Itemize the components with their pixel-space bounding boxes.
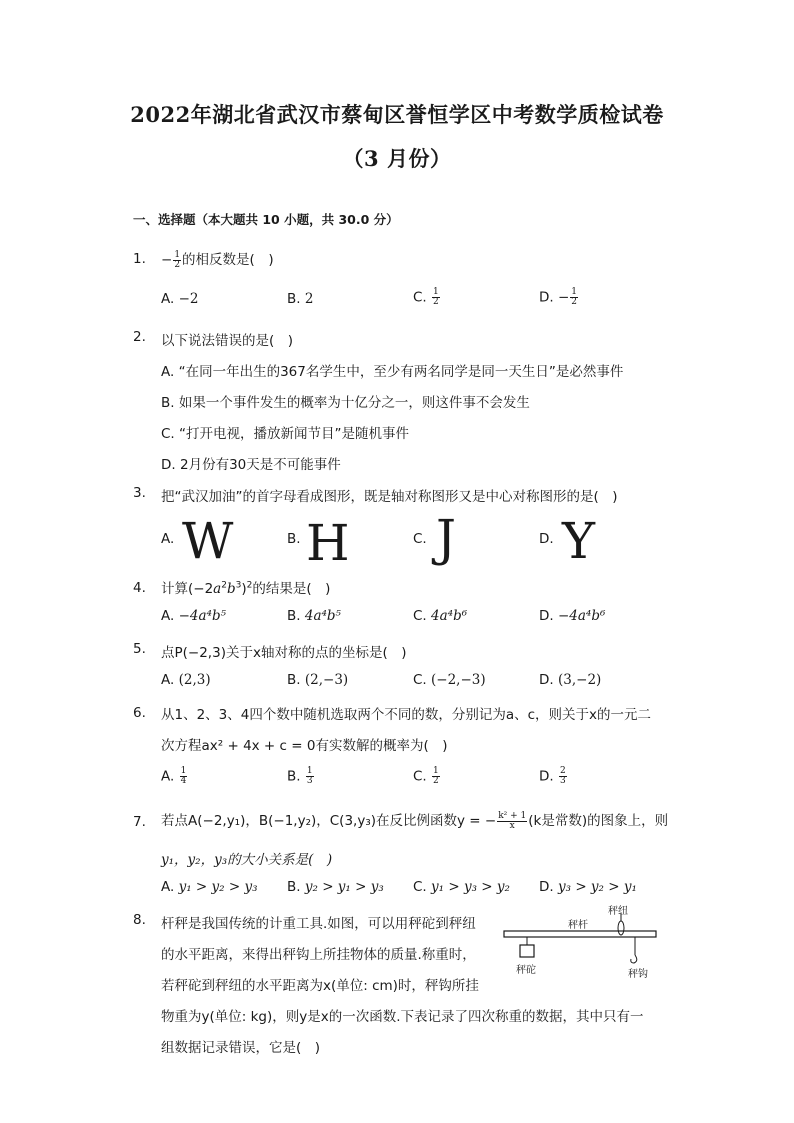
option-a[interactable]: A. <box>161 531 175 547</box>
label-gou: 秤钩 <box>628 969 648 980</box>
option-a[interactable]: A. (2,3) <box>161 672 211 688</box>
scale-beam <box>504 931 656 937</box>
question-number: 8. <box>133 912 146 928</box>
option-c[interactable]: C. y₁ > y₃ > y₂ <box>413 879 510 895</box>
option-c[interactable]: C. 4a⁴b⁶ <box>413 608 468 624</box>
option-a[interactable]: A. −2 <box>161 291 199 307</box>
label-gan: 秤杆 <box>568 920 588 931</box>
question-stem: 计算$(-2a^2b^3)^2$的结果是( ) <box>161 580 331 597</box>
question-stem-line1: 从1、2、3、4四个数中随机选取两个不同的数，分别记为a、c，则关于x的一元二 <box>161 707 652 723</box>
question-stem-line5: 组数据记录错误，它是( ) <box>161 1040 321 1056</box>
question-number: 6. <box>133 705 146 721</box>
question-stem-line2: 的水平距离，来得出秤钩上所挂物体的质量.称重时， <box>161 947 476 963</box>
option-c[interactable]: C. <box>413 531 427 547</box>
option-b[interactable]: B. 4a⁴b⁵ <box>287 608 341 624</box>
scale-knob <box>618 921 624 935</box>
question-stem-line2: y₁，y₂，y₃的大小关系是( ) <box>161 852 333 868</box>
question-number: 2. <box>133 329 146 345</box>
scale-weight <box>520 945 534 957</box>
question-stem-line4: 物重为y(单位: kg)，则y是x的一次函数.下表记录了四次称重的数据，其中只有一 <box>161 1009 644 1025</box>
option-d[interactable]: D. <box>539 531 554 547</box>
question-stem: 以下说法错误的是( ) <box>161 333 294 349</box>
option-b[interactable]: B. $\frac{1}{3}$ <box>287 766 313 786</box>
question-number: 1. <box>133 251 146 267</box>
question-stem-line2: 次方程ax² + 4x + c = 0有实数解的概率为( ) <box>161 738 448 754</box>
question-stem: 点P(−2,3)关于x轴对称的点的坐标是( ) <box>161 645 407 661</box>
option-a[interactable]: A. $\frac{1}{4}$ <box>161 766 187 786</box>
option-d[interactable]: D. − $\frac{1}{2}$ <box>539 287 578 307</box>
question-number: 5. <box>133 641 146 657</box>
label-niu: 秤纽 <box>608 906 628 917</box>
question-number: 7. <box>133 814 146 830</box>
option-b[interactable]: B. y₂ > y₁ > y₃ <box>287 879 384 895</box>
option-d[interactable]: D. $\frac{2}{3}$ <box>539 766 566 786</box>
option-c[interactable]: C. (−2,−3) <box>413 672 486 688</box>
option-d[interactable]: D. (3,−2) <box>539 672 602 688</box>
option-d[interactable]: D. −4a⁴b⁶ <box>539 608 606 624</box>
option-c[interactable]: C. “打开电视，播放新闻节目”是随机事件 <box>161 426 410 442</box>
question-number: 4. <box>133 580 146 596</box>
question-stem: − $\frac{1}{2}$ 的相反数是( ) <box>161 249 274 270</box>
question-stem-line1: 若点A(−2,y₁)，B(−1,y₂)，C(3,y₃)在反比例函数y = − $\frac{\text{k² + 1}}{x}$ (k是常数)的图象上，则 <box>161 810 669 831</box>
fraction: $\frac{1}{2}$ <box>174 249 181 270</box>
option-a[interactable]: A. −4a⁴b⁵ <box>161 608 227 624</box>
letter-figure-h: H <box>306 514 350 572</box>
option-b[interactable]: B. 2 <box>287 291 314 307</box>
option-b[interactable]: B. 如果一个事件发生的概率为十亿分之一，则这件事不会发生 <box>161 395 530 411</box>
option-a[interactable]: A. y₁ > y₂ > y₃ <box>161 879 258 895</box>
letter-figure-w: W <box>182 512 234 570</box>
option-d[interactable]: D. y₃ > y₂ > y₁ <box>539 879 637 895</box>
option-d[interactable]: D. 2月份有30天是不可能事件 <box>161 457 341 473</box>
section-heading: 一、选择题（本大题共 10 小题，共 30.0 分） <box>133 212 399 227</box>
question-number: 3. <box>133 485 146 501</box>
option-c[interactable]: C. $\frac{1}{2}$ <box>413 287 439 307</box>
label-tuo: 秤砣 <box>516 965 536 976</box>
steelyard-figure <box>500 903 660 983</box>
letter-figure-y: Y <box>562 512 596 570</box>
option-c[interactable]: C. $\frac{1}{2}$ <box>413 766 439 786</box>
question-stem: 把“武汉加油”的首字母看成图形，既是轴对称图形又是中心对称图形的是( ) <box>161 489 618 505</box>
page-subtitle: （3 月份） <box>342 146 452 171</box>
option-a[interactable]: A. “在同一年出生的367名学生中，至少有两名同学是同一天生日”是必然事件 <box>161 364 624 380</box>
scale-hook <box>631 955 637 963</box>
question-stem-line3: 若秤砣到秤纽的水平距离为x(单位: cm)时，秤钩所挂 <box>161 978 479 994</box>
option-b[interactable]: B. (2,−3) <box>287 672 349 688</box>
option-b[interactable]: B. <box>287 531 301 547</box>
letter-figure-j: J <box>436 509 457 567</box>
question-stem-line1: 杆秤是我国传统的计重工具.如图，可以用秤砣到秤纽 <box>161 916 476 932</box>
page-title: 2022年湖北省武汉市蔡甸区誉恒学区中考数学质检试卷 <box>130 102 664 127</box>
